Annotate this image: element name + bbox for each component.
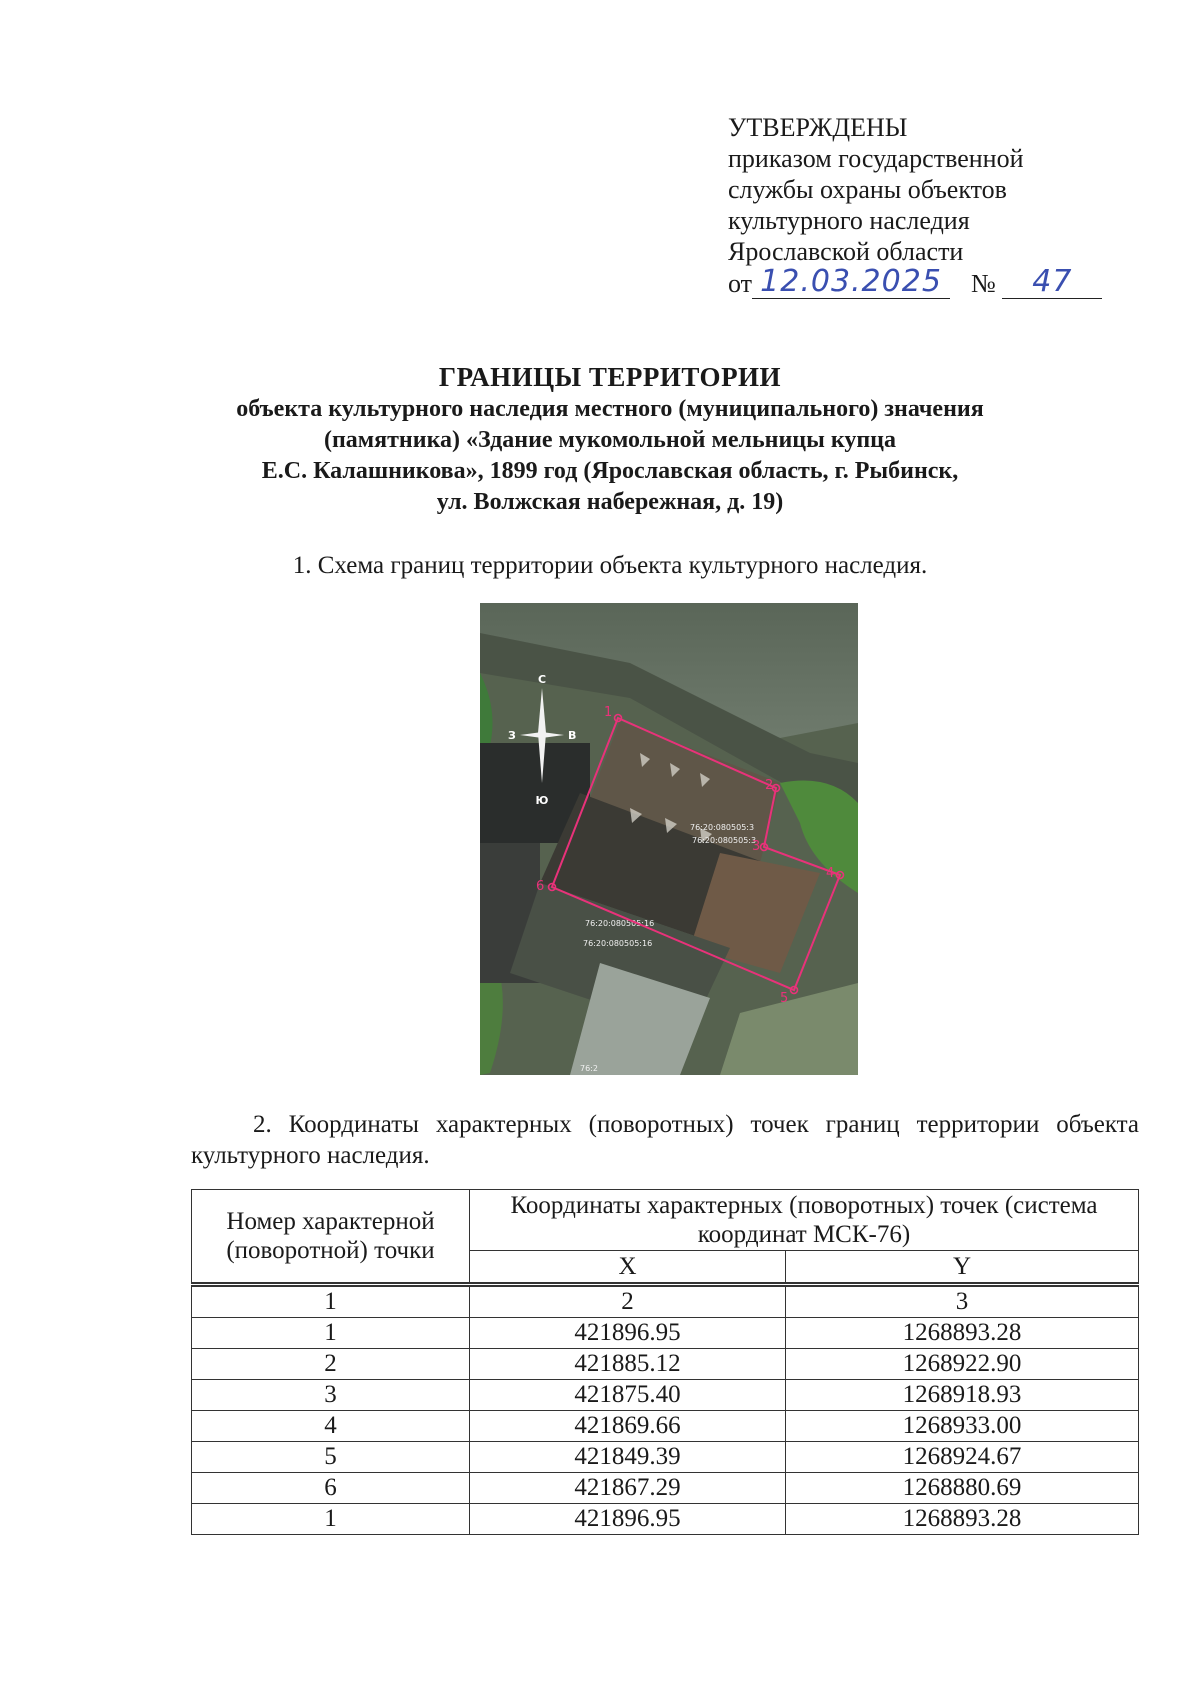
vertex-label: 5 [780, 991, 789, 1006]
table-row [192, 1349, 1139, 1380]
table-cell: 1268922.90 [786, 1349, 1139, 1380]
approval-block [728, 112, 1102, 299]
cadastral-label: 76:2 [580, 1064, 598, 1073]
table-cell: 421849.39 [470, 1442, 786, 1473]
table-row [192, 1504, 1139, 1535]
header-x: X [470, 1251, 786, 1285]
handwritten-number: 47 [1032, 264, 1073, 299]
table-cell: 2 [192, 1349, 470, 1380]
coordinates-table [191, 1189, 1139, 1535]
compass-west-label: З [508, 729, 516, 742]
header-coordinates: Координаты характерных (поворотных) точек (система координат МСК-76) [470, 1190, 1139, 1251]
table-cell: 421896.95 [470, 1318, 786, 1349]
section-2-heading: 2. Координаты характерных (поворотных) точек границ территории объекта культурного наследия. [191, 1111, 1139, 1169]
compass-north-label: С [537, 673, 547, 686]
date-prefix: от [728, 269, 753, 298]
table-row [192, 1473, 1139, 1504]
table-cell: 2 [470, 1285, 786, 1318]
table-cell: 3 [786, 1285, 1139, 1318]
vertex-label: 1 [604, 705, 613, 720]
approval-heading: УТВЕРЖДЕНЫ [728, 113, 908, 142]
cadastral-label: 76:20:080505:16 [585, 919, 655, 928]
table-cell: 3 [192, 1380, 470, 1411]
vertex-label: 2 [765, 778, 774, 793]
header-y: Y [786, 1251, 1139, 1285]
table-row [192, 1380, 1139, 1411]
table-cell: 1268918.93 [786, 1380, 1139, 1411]
table-cell: 1 [192, 1504, 470, 1535]
table-cell: 421869.66 [470, 1411, 786, 1442]
approval-line: Ярославской области [728, 237, 964, 266]
title-line: Е.С. Калашникова», 1899 год (Ярославская область, г. Рыбинск, [261, 458, 959, 484]
table-row [192, 1318, 1139, 1349]
table-cell: 1268893.28 [786, 1318, 1139, 1349]
table-cell: 4 [192, 1411, 470, 1442]
table-cell: 1 [192, 1285, 470, 1318]
table-cell: 421885.12 [470, 1349, 786, 1380]
table-cell: 1 [192, 1318, 470, 1349]
table-cell: 1268880.69 [786, 1473, 1139, 1504]
vertex-label: 3 [752, 839, 761, 854]
table-cell: 6 [192, 1473, 470, 1504]
title-main: ГРАНИЦЫ ТЕРРИТОРИИ [438, 362, 782, 392]
compass-east-label: В [568, 729, 577, 742]
vertex-label: 4 [826, 866, 835, 881]
boundary-scheme-map [480, 603, 858, 1075]
table-cell: 421875.40 [470, 1380, 786, 1411]
handwritten-date: 12.03.2025 [760, 264, 942, 299]
section-1-heading: 1. Схема границ территории объекта культурного наследия. [292, 552, 928, 579]
title-line: ул. Волжская набережная, д. 19) [436, 489, 784, 515]
cadastral-label: 76:20:080505:3 [690, 823, 755, 832]
title-line: (памятника) «Здание мукомольной мельницы купца [323, 427, 897, 453]
number-field [1002, 264, 1102, 299]
table-row [192, 1442, 1139, 1473]
title-line: объекта культурного наследия местного (муниципального) значения [236, 396, 984, 422]
table-cell: 5 [192, 1442, 470, 1473]
table-cell: 421867.29 [470, 1473, 786, 1504]
table-row [192, 1411, 1139, 1442]
table-cell: 1268924.67 [786, 1442, 1139, 1473]
compass-south-label: Ю [535, 794, 549, 807]
approval-line: культурного наследия [728, 206, 970, 235]
table-cell: 421896.95 [470, 1504, 786, 1535]
date-field [752, 264, 950, 299]
header-point-number: Номер характерной (поворотной) точки [192, 1190, 470, 1285]
table-cell: 1268933.00 [786, 1411, 1139, 1442]
approval-line: приказом государственной [728, 144, 1024, 173]
table-cell: 1268893.28 [786, 1504, 1139, 1535]
cadastral-label: 76:20:080505:16 [583, 939, 653, 948]
approval-line: службы охраны объектов [728, 175, 1007, 204]
cadastral-label: 76:20:080505:3 [692, 836, 757, 845]
table-index-row [192, 1285, 1139, 1318]
document-title [180, 360, 1040, 518]
vertex-label: 6 [536, 879, 545, 894]
number-prefix: № [971, 269, 996, 298]
approval-date-number-line [728, 264, 1102, 299]
